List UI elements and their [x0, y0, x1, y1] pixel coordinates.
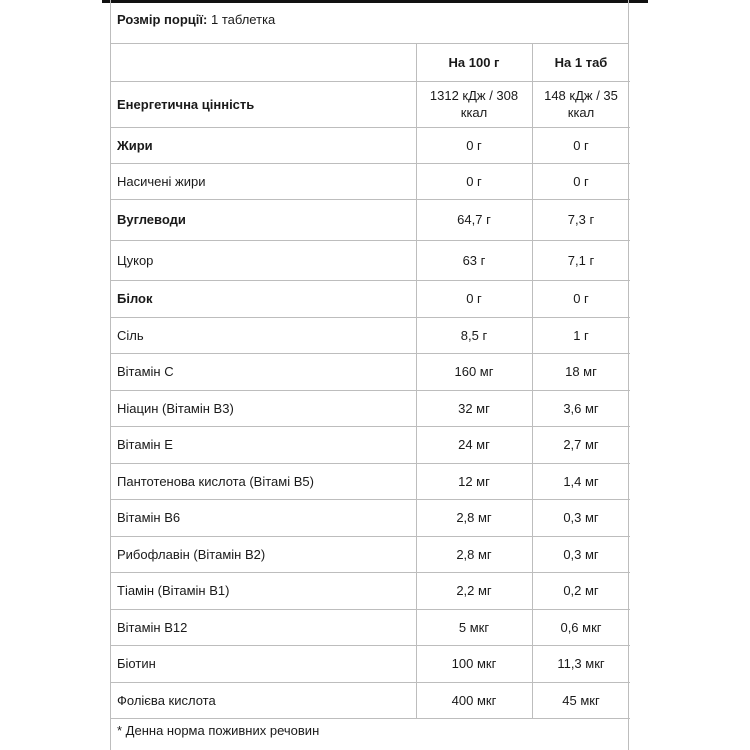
nutrient-name: Рибофлавін (Вітамін B2) [111, 536, 416, 572]
value-per-tablet: 11,3 мкг [532, 645, 630, 682]
table-row [111, 463, 630, 499]
table-row [111, 572, 630, 609]
table-row [111, 163, 630, 199]
value-per-tablet: 0 г [532, 127, 630, 163]
serving-size-value: 1 таблетка [210, 12, 276, 27]
nutrient-name: Вуглеводи [111, 199, 416, 240]
value-per-100g: 2,2 мг [416, 572, 532, 609]
nutrient-name: Фолієва кислота [111, 682, 416, 718]
table-row [111, 645, 630, 682]
serving-size [111, 0, 628, 44]
value-per-tablet: 0 г [532, 163, 630, 199]
nutrient-name: Цукор [111, 240, 416, 280]
nutrient-name: Енергетична цінність [111, 81, 416, 127]
value-per-100g: 8,5 г [416, 317, 532, 353]
value-per-100g: 63 г [416, 240, 532, 280]
table-row [111, 536, 630, 572]
value-per-tablet: 0,3 мг [532, 499, 630, 536]
value-per-tablet: 7,1 г [532, 240, 630, 280]
table-row [111, 240, 630, 280]
value-per-tablet: 3,6 мг [532, 390, 630, 426]
table-row [111, 682, 630, 718]
value-per-100g: 100 мкг [416, 645, 532, 682]
table-row [111, 499, 630, 536]
value-per-tablet: 1 г [532, 317, 630, 353]
nutrient-name: Сіль [111, 317, 416, 353]
value-per-100g: 2,8 мг [416, 536, 532, 572]
value-per-tablet: 148 кДж / 35 ккал [532, 81, 630, 127]
table-row [111, 199, 630, 240]
nutrient-name: Вітамін E [111, 426, 416, 463]
nutrient-name: Вітамін C [111, 353, 416, 390]
value-per-tablet: 0,2 мг [532, 572, 630, 609]
nutrition-panel [110, 0, 629, 750]
nutrient-name: Насичені жири [111, 163, 416, 199]
value-per-tablet: 2,7 мг [532, 426, 630, 463]
table-row [111, 317, 630, 353]
value-per-100g: 24 мг [416, 426, 532, 463]
value-per-100g: 5 мкг [416, 609, 532, 645]
value-per-100g: 12 мг [416, 463, 532, 499]
table-row [111, 390, 630, 426]
table-row [111, 609, 630, 645]
value-per-tablet: 0 г [532, 280, 630, 317]
table-row [111, 426, 630, 463]
value-per-100g: 0 г [416, 127, 532, 163]
table-row [111, 127, 630, 163]
nutrition-table [111, 44, 630, 719]
value-per-100g: 0 г [416, 163, 532, 199]
nutrient-name: Біотин [111, 645, 416, 682]
header-nutrient [111, 44, 416, 81]
nutrient-name: Тіамін (Вітамін B1) [111, 572, 416, 609]
nutrient-name: Жири [111, 127, 416, 163]
value-per-100g: 1312 кДж / 308 ккал [416, 81, 532, 127]
table-row [111, 353, 630, 390]
table-row [111, 280, 630, 317]
value-per-tablet: 0,3 мг [532, 536, 630, 572]
value-per-100g: 64,7 г [416, 199, 532, 240]
nutrient-name: Ніацин (Вітамін B3) [111, 390, 416, 426]
nutrient-name: Вітамін B12 [111, 609, 416, 645]
table-row [111, 81, 630, 127]
value-per-tablet: 1,4 мг [532, 463, 630, 499]
nutrient-name: Вітамін B6 [111, 499, 416, 536]
value-per-100g: 160 мг [416, 353, 532, 390]
serving-size-label: Розмір порції: [117, 12, 208, 27]
value-per-100g: 2,8 мг [416, 499, 532, 536]
value-per-100g: 400 мкг [416, 682, 532, 718]
nutrient-name: Білок [111, 280, 416, 317]
value-per-100g: 0 г [416, 280, 532, 317]
value-per-100g: 32 мг [416, 390, 532, 426]
footnote: * Денна норма поживних речовин [117, 723, 320, 738]
header-per-100g: На 100 г [416, 44, 532, 81]
value-per-tablet: 7,3 г [532, 199, 630, 240]
value-per-tablet: 45 мкг [532, 682, 630, 718]
table-header-row [111, 44, 630, 81]
nutrient-name: Пантотенова кислота (Вітамі B5) [111, 463, 416, 499]
value-per-tablet: 18 мг [532, 353, 630, 390]
value-per-tablet: 0,6 мкг [532, 609, 630, 645]
header-per-tablet: На 1 таб [532, 44, 630, 81]
